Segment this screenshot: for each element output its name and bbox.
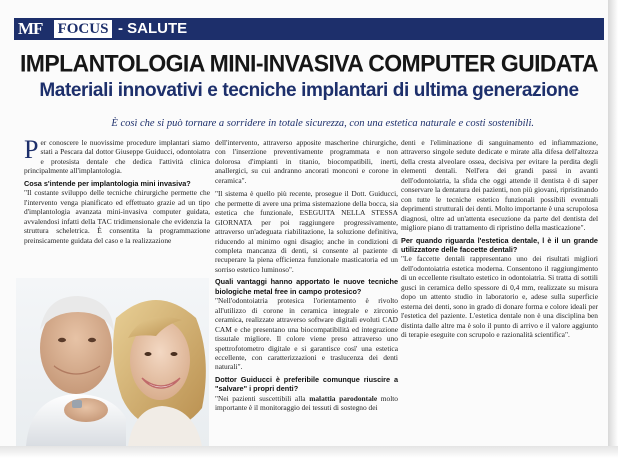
focus-label: FOCUS — [54, 20, 112, 38]
smiling-couple-photo — [16, 278, 209, 446]
intro-paragraph — [24, 135, 210, 176]
column-2 — [215, 138, 398, 413]
question-4: Per quando riguarda l'estetica dentale, l è il un grande utilizzatore delle faccette dentali? — [401, 235, 598, 254]
question-3: Dottor Guiducci è preferibile comunque riuscire a "salvare" i propri denti? — [215, 374, 398, 394]
couple-illustration-icon — [16, 278, 209, 446]
col2-paragraph-2: "Il sistema è quello più recente, prosegue il Dott. Guiducci, che permette di avere una prima sistemazione della bocca, sia estetica che funzionale, ESEGUITA NELLA STESSA GIORNATA per poi raggiungere progressivamente, attraverso un'adeguata riabilitazione, la soluzione definitiva, riducendo al minimo ogni disagio; anche in condizioni di completa mancanza di denti, si consente al paziente di recuperare la piena efficienza funzionale masticatoria ed un sorriso estetico luminoso". — [215, 189, 398, 274]
answer-3-post: molto importante è il monitoraggio dei tessuti di sostegno dei — [215, 393, 398, 413]
dropcap: P — [24, 135, 39, 164]
column-1 — [24, 135, 210, 245]
article-subheadline: Materiali innovativi e tecniche implantari di ultima generazione — [39, 80, 579, 101]
answer-3-pre: "Nei pazienti suscettibili alla — [215, 393, 310, 403]
column-3 — [401, 138, 598, 340]
article-headline: IMPLANTOLOGIA MINI-INVASIVA COMPUTER GUIDATA — [20, 49, 598, 77]
mf-logo: MF — [14, 18, 54, 40]
answer-1: "Il costante sviluppo delle tecniche chirurgiche permette che l'intervento venga pianificato ed effettuato grazie ad un tipo d'implantologia avanzata mini-invasiva computer guidata, avvalendosi infatti della TAC tridimensionale che evidenzia la struttura scheletrica. È consentita la programmazione preinsicamente guidata del caso e la realizzazione — [24, 188, 210, 245]
article-lead: È così che si può tornare a sorridere in totale sicurezza, con una estetica naturale e costi sostenibili. — [111, 118, 534, 129]
answer-4: "Le faccette dentali rappresentano uno dei risultati migliori dell'odontoiatria estetica moderna. Consentono il raggiungimento di un eccellente risultato estetico in odontoiatria. Si tratta di sottili gusci in ceramica dello spessore di 0,4 mm, realizzate su misura dopo un attento studio in laboratorio e, adese sulla superficie esterna dei denti, sono in grado di donare forma e colore ideali per l'estetica del paziente. L'estetica dentale non è una disciplina ben distinta dalle altre ma è solo il punto di arrivo e il valore aggiunto di terapie eseguite con scrupolo e razionalità scientifica". — [401, 254, 598, 340]
page-bottom-shadow — [0, 446, 618, 458]
col2-paragraph-1: dell'intervento, attraverso apposite mascherine chirurgiche, con l'inserzione preventivamente programmata e non dolorosa d'impianti in titanio, biocompatibili, inerti, anallergici, su cui andranno ancorati monconi e corone in ceramica". — [215, 138, 398, 185]
intro-text: er conoscere le nuovissime procedure implantari siamo stati a Pescara dal dottor Giuseppe Guiducci, odontoiatra e protesista dentale che dedica l'attività clinica principalmente all'implantologia. — [24, 138, 210, 176]
col3-paragraph-1: denti e l'eliminazione di sanguinamento ed infiammazione, attraverso singole sedute dedicate e mirate alla difesa dell'altezza della cresta alveolare ossea, decisiva per evitare la perdita degli elementi dentali. Nell'era dei grandi passi in avanti dell'odontoiatria, la sfida che oggi attende il dentista è di saper conservare la dentatura dei pazienti, non più giovani, ripristinando con tutte le tecniche estetico funzionali possibili eventuali deprimenti strutturali dei denti. Molto importante è una scrupolosa diagnosi, oltre ad un'attenta esecuzione da parte del dentista del migliore piano di trattamento di ripristino della masticazione". — [401, 138, 598, 233]
question-2: Quali vantaggi hanno apportato le nuove tecniche biologiche metal free in campo protesico? — [215, 277, 398, 296]
masthead-bar — [14, 18, 604, 40]
answer-3 — [215, 394, 398, 413]
answer-2: "Nell'odontoiatria protesica l'orientamento è rivolto all'utilizzo di corone in ceramica integrale e zirconio ceramica, realizzate attraverso software digitali evoluti CAD CAM e che presentano una biocompatibilità ed integrazione tissutale migliore. Il colore viene preso attraverso uno spettrofotometro digitale e si garantisce così' una estetica eccellente, con caratterizzazioni e traslucenza dei denti naturali". — [215, 296, 398, 372]
page-edge-shadow — [608, 0, 618, 458]
section-name: - SALUTE — [118, 20, 188, 37]
question-1: Cosa s'intende per implantologia mini invasiva? — [24, 178, 191, 188]
answer-3-bold: malattia parodontale — [309, 393, 378, 403]
